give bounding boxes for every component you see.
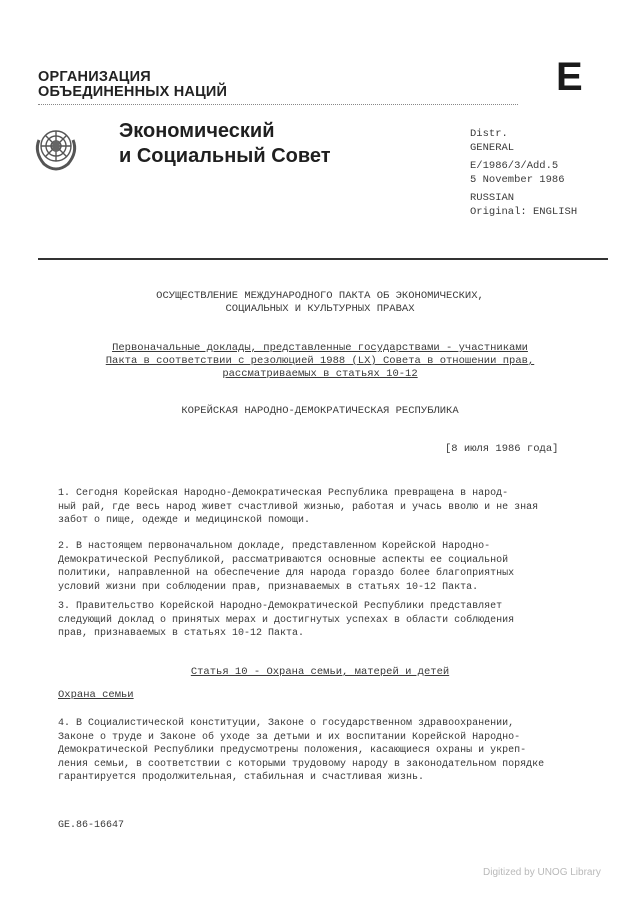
paragraph-line: ления семьи, в соответствии с которыми трудовому народу в законодательном порядке (58, 758, 545, 770)
paragraph-line: политики, направленной на обеспечение для народа гораздо более благоприятных (58, 568, 515, 579)
paragraph-line: условий жизни при соблюдении прав, признаваемых в статьях 10-12 Пакта. (58, 581, 479, 593)
paragraph-line: следующий доклад о принятых мерах и достигнутых успехах в области соблюдения (58, 614, 515, 626)
document-date: 5 November 1986 (470, 173, 565, 186)
header-divider (38, 104, 518, 105)
subtitle-line1: Первоначальные доклады, представленные государствами - участниками (112, 342, 528, 354)
document-job-number: GE.86-16647 (58, 820, 125, 831)
paragraph-line: гарантируется продолжительная, стабильная и счастливая жизнь. (58, 772, 425, 783)
organization-name-line2: ОБЪЕДИНЕННЫХ НАЦИЙ (38, 84, 228, 100)
distr-label: Distr. (470, 128, 508, 140)
digitized-watermark: Digitized by UNOG Library (483, 867, 601, 878)
paragraph-line: ный рай, где весь народ живет счастливой жизнью, работая и учась вволю и не зная (58, 501, 539, 513)
subtitle-line2: Пакта в соответствии с резолюцией 1988 (LX) Совета в отношении прав, (105, 355, 535, 367)
title-line1: ОСУЩЕСТВЛЕНИЕ МЕЖДУНАРОДНОГО ПАКТА ОБ ЭКОНОМИЧЕСКИХ, (156, 290, 484, 302)
paragraph-line: 2. В настоящем первоначальном докладе, представленном Корейской Народно- (58, 541, 491, 552)
country-name: КОРЕЙСКАЯ НАРОДНО-ДЕМОКРАТИЧЕСКАЯ РЕСПУБЛИКА (181, 405, 459, 417)
paragraph-2 (58, 540, 578, 594)
paragraph-4 (58, 717, 578, 785)
paragraph-line: забот о пище, одежде и медицинской помощи. (58, 515, 311, 526)
paragraph-3 (58, 600, 578, 641)
paragraph-line: 3. Правительство Корейской Народно-Демократической Республики представляет (58, 601, 503, 612)
paragraph-line: Демократической Республики предусмотрены положения, касающиеся охраны и укреп- (58, 745, 527, 756)
council-name-line1: Экономический (119, 120, 275, 142)
document-symbol: E/1986/3/Add.5 (470, 160, 559, 172)
document-language: RUSSIAN (470, 192, 515, 204)
original-language: Original: ENGLISH (470, 205, 578, 218)
paragraph-line: 4. В Социалистической конституции, Законе о государственном здравоохранении, (58, 718, 515, 729)
distribution-block (470, 128, 577, 219)
paragraph-line: 1. Сегодня Корейская Народно-Демократическая Республика превращена в народ- (58, 488, 509, 499)
language-code: E (556, 55, 583, 99)
report-date: [8 июля 1986 года] (445, 443, 559, 455)
paragraph-line: Демократической Республикой, рассматриваются основные аспекты ее социальной (58, 554, 509, 566)
title-line2: СОЦИАЛЬНЫХ И КУЛЬТУРНЫХ ПРАВАХ (225, 303, 415, 315)
organization-name-line1: ОРГАНИЗАЦИЯ (38, 69, 151, 85)
paragraph-1 (58, 487, 578, 528)
paragraph-line: прав, признаваемых в статьях 10-12 Пакта. (58, 628, 305, 639)
un-emblem-icon (30, 122, 82, 174)
section-subheading: Охрана семьи (58, 689, 134, 701)
subtitle-line3: рассматриваемых в статьях 10-12 (222, 368, 418, 380)
header-bottom-rule (38, 258, 608, 260)
article-heading: Статья 10 - Охрана семьи, матерей и детей (190, 666, 450, 678)
council-name-line2: и Социальный Совет (119, 145, 331, 167)
paragraph-line: Законе о труде и Законе об уходе за детьми и их воспитании Корейской Народно- (58, 731, 521, 743)
distr-general: GENERAL (470, 141, 515, 154)
